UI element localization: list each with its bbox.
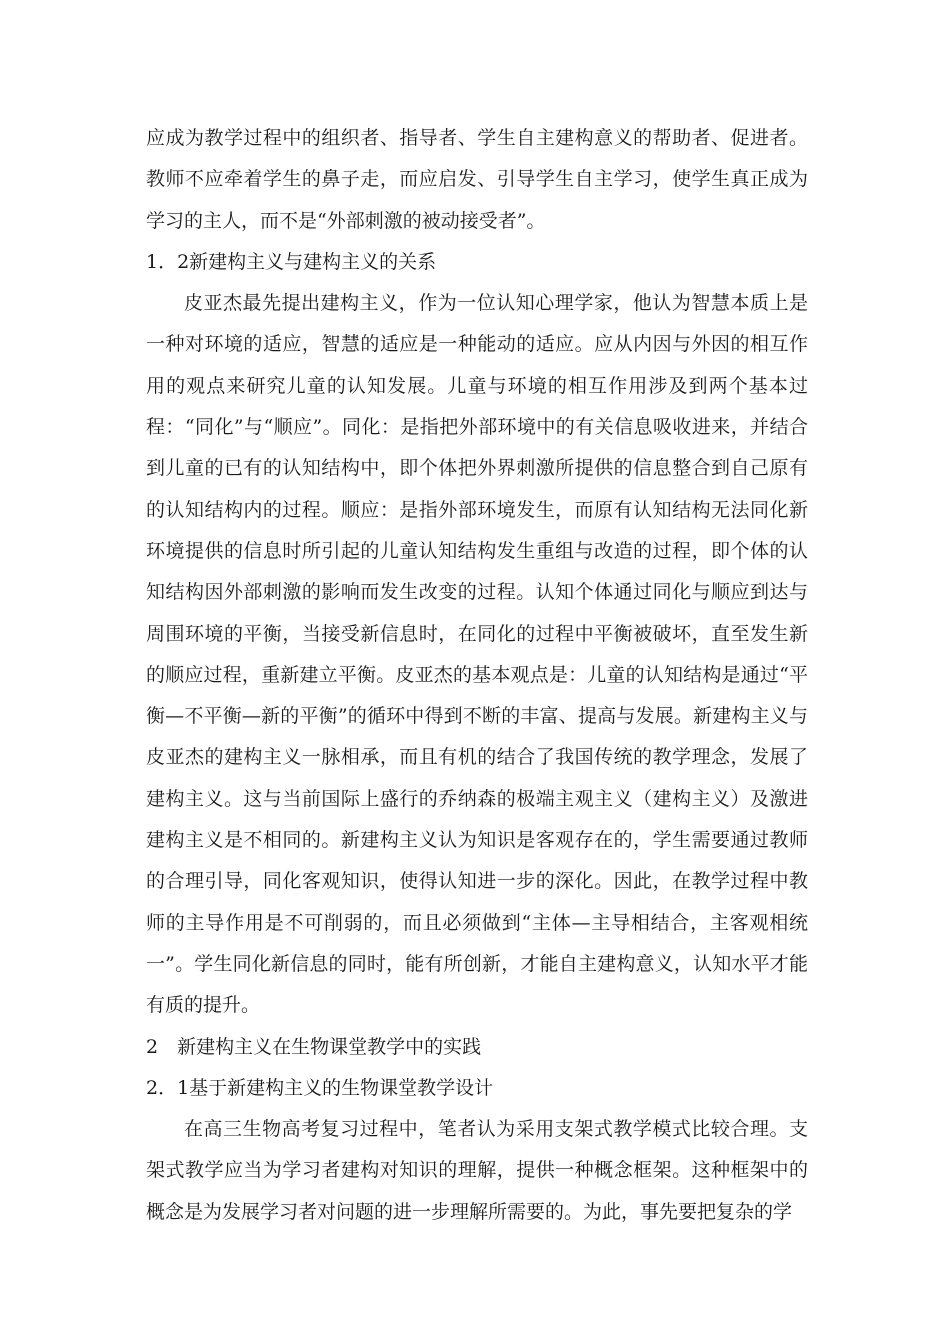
section-heading-2: 2 新建构主义在生物课堂教学中的实践 bbox=[146, 1035, 482, 1058]
paragraph-scaffolding: 在高三生物高考复习过程中，笔者认为采用支架式教学模式比较合理。支架式教学应当为学习者建构对知识的理解，提供一种概念框架。这种框架中的概念是为发展学习者对问题的进一步理解所需要的。为此，事先要把复杂的学 bbox=[146, 1118, 808, 1223]
section-heading-2-1: 2．1基于新建构主义的生物课堂教学设计 bbox=[146, 1076, 494, 1099]
document-body bbox=[146, 118, 808, 1233]
section-heading-1-2: 1．2新建构主义与建构主义的关系 bbox=[146, 250, 437, 273]
paragraph-intro: 应成为教学过程中的组织者、指导者、学生自主建构意义的帮助者、促进者。教师不应牵着学生的鼻子走，而应启发、引导学生自主学习，使学生真正成为学习的主人，而不是“外部刺激的被动接受者”。 bbox=[146, 127, 808, 232]
paragraph-piaget: 皮亚杰最先提出建构主义，作为一位认知心理学家，他认为智慧本质上是一种对环境的适应，智慧的适应是一种能动的适应。应从内因与外因的相互作用的观点来研究儿童的认知发展。儿童与环境的相互作用涉及到两个基本过程：“同化”与“顺应”。同化：是指把外部环境中的有关信息吸收进来，并结合到儿童的已有的认知结构中，即个体把外界刺激所提供的信息整合到自己原有的认知结构内的过程。顺应：是指外部环境发生，而原有认知结构无法同化新环境提供的信息时所引起的儿童认知结构发生重组与改造的过程，即个体的认知结构因外部刺激的影响而发生改变的过程。认知个体通过同化与顺应到达与周围环境的平衡，当接受新信息时，在同化的过程中平衡被破坏，直至发生新的顺应过程，重新建立平衡。皮亚杰的基本观点是：儿童的认知结构是通过“平衡—不平衡—新的平衡”的循环中得到不断的丰富、提高与发展。新建构主义与皮亚杰的建构主义一脉相承，而且有机的结合了我国传统的教学理念，发展了建构主义。这与当前国际上盛行的乔纳森的极端主观主义（建构主义）及激进建构主义是不相同的。新建构主义认为知识是客观存在的，学生需要通过教师的合理引导，同化客观知识，使得认知进一步的深化。因此，在教学过程中教师的主导作用是不可削弱的，而且必须做到“主体—主导相结合，主客观相统一”。学生同化新信息的同时，能有所创新，才能自主建构意义，认知水平才能有质的提升。 bbox=[146, 292, 808, 1017]
